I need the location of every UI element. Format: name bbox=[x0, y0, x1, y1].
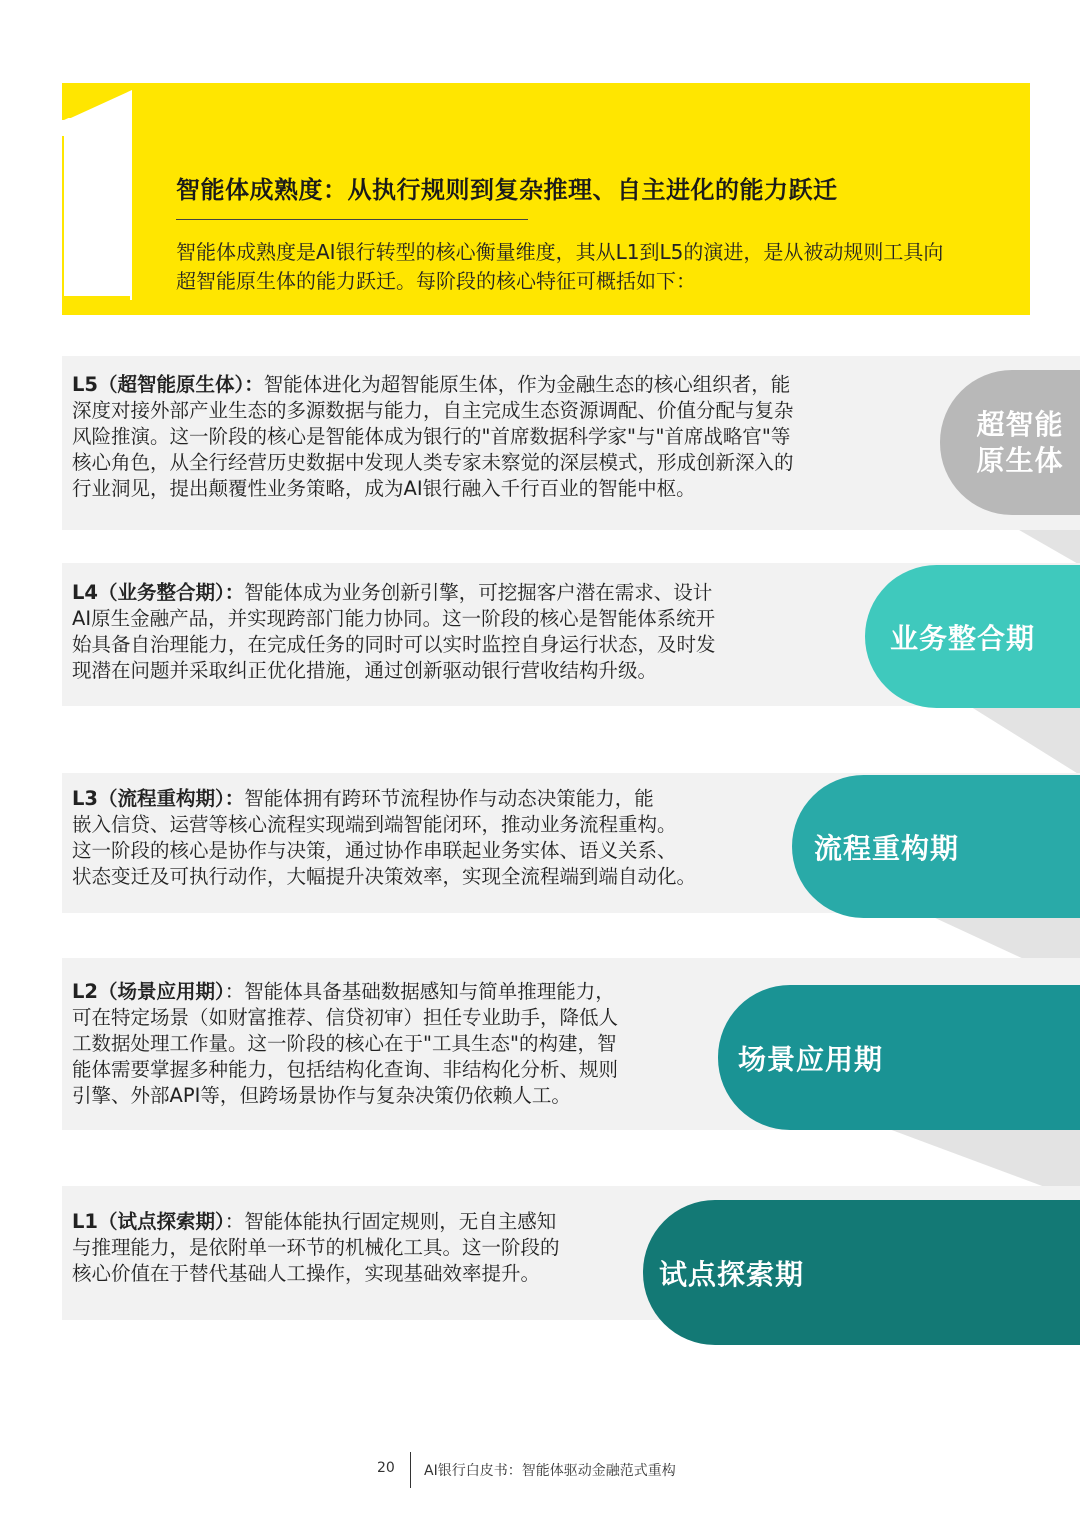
level-name: （业务整合期） bbox=[98, 581, 225, 604]
level-line: 始具备自治理能力，在完成任务的同时可以实时监控自身运行状态，及时发 bbox=[72, 633, 716, 656]
level-description-l5 bbox=[72, 372, 932, 502]
level-line: AI原生金融产品，并实现跨部门能力协同。这一阶段的核心是智能体系统开 bbox=[72, 607, 716, 630]
level-line: 引擎、外部API等，但跨场景协作与复杂决策仍依赖人工。 bbox=[72, 1084, 571, 1107]
badge-label: 试点探索期 bbox=[659, 1257, 805, 1291]
level-name: （试点探索期） bbox=[98, 1210, 225, 1233]
level-separator: ： bbox=[244, 373, 264, 396]
level-line: 智能体成为业务创新引擎，可挖掘客户潜在需求、设计 bbox=[244, 581, 713, 604]
level-line: 能体需要掌握多种能力，包括结构化查询、非结构化分析、规则 bbox=[72, 1058, 619, 1081]
level-line: 行业洞见，提出颠覆性业务策略，成为AI银行融入千行百业的智能中枢。 bbox=[72, 477, 696, 500]
level-line: 智能体拥有跨环节流程协作与动态决策能力，能 bbox=[244, 787, 654, 810]
level-badge-l1 bbox=[643, 1200, 1080, 1345]
level-code: L2 bbox=[72, 980, 98, 1003]
section-title: 智能体成熟度：从执行规则到复杂推理、自主进化的能力跃迁 bbox=[176, 176, 838, 204]
page-footer bbox=[0, 1452, 1080, 1488]
level-description-l1 bbox=[72, 1209, 637, 1287]
level-badge-l3 bbox=[792, 775, 1080, 918]
intro-line: 智能体成熟度是AI银行转型的核心衡量维度，其从L1到L5的演进，是从被动规则工具向 bbox=[176, 240, 944, 264]
level-line: 核心角色，从全行经营历史数据中发现人类专家未察觉的深层模式，形成创新深入的 bbox=[72, 451, 794, 474]
level-badge-l2 bbox=[718, 985, 1080, 1130]
level-code: L4 bbox=[72, 581, 98, 604]
level-badge-l4 bbox=[865, 565, 1080, 708]
badge-label: 流程重构期 bbox=[814, 831, 960, 865]
level-name: （流程重构期） bbox=[98, 787, 225, 810]
badge-label: 业务整合期 bbox=[890, 621, 1036, 655]
level-name: （超智能原生体） bbox=[98, 373, 245, 396]
badge-label: 场景应用期 bbox=[738, 1042, 884, 1076]
level-line: 智能体能执行固定规则，无自主感知 bbox=[244, 1210, 557, 1233]
level-separator: ： bbox=[224, 581, 245, 604]
level-line: 风险推演。这一阶段的核心是智能体成为银行的"首席数据科学家"与"首席战略官"等 bbox=[72, 425, 791, 448]
badge-label: 原生体 bbox=[976, 443, 1064, 477]
page-number: 20 bbox=[377, 1460, 395, 1476]
level-line: 核心价值在于替代基础人工操作，实现基础效率提升。 bbox=[72, 1262, 541, 1285]
level-separator: ： bbox=[224, 980, 245, 1003]
document-title: AI银行白皮书：智能体驱动金融范式重构 bbox=[424, 1463, 676, 1479]
level-line: 工数据处理工作量。这一阶段的核心在于"工具生态"的构建，智 bbox=[72, 1032, 617, 1055]
level-line: 这一阶段的核心是协作与决策，通过协作串联起业务实体、语义关系、 bbox=[72, 839, 677, 862]
level-code: L3 bbox=[72, 787, 98, 810]
level-line: 与推理能力，是依附单一环节的机械化工具。这一阶段的 bbox=[72, 1236, 560, 1259]
level-code: L5 bbox=[72, 373, 98, 396]
level-line: 嵌入信贷、运营等核心流程实现端到端智能闭环，推动业务流程重构。 bbox=[72, 813, 677, 836]
badge-label: 超智能 bbox=[976, 407, 1064, 441]
level-name: （场景应用期） bbox=[98, 980, 225, 1003]
level-line: 状态变迁及可执行动作，大幅提升决策效率，实现全流程端到端自动化。 bbox=[72, 865, 697, 888]
level-separator: ： bbox=[224, 1210, 245, 1233]
level-badge-l5 bbox=[940, 370, 1080, 515]
level-line: 可在特定场景（如财富推荐、信贷初审）担任专业助手，降低人 bbox=[72, 1006, 619, 1029]
footer-divider bbox=[410, 1452, 411, 1488]
level-code: L1 bbox=[72, 1210, 98, 1233]
level-separator: ： bbox=[224, 787, 245, 810]
level-line: 现潜在问题并采取纠正优化措施，通过创新驱动银行营收结构升级。 bbox=[72, 659, 658, 682]
level-description-l2 bbox=[72, 979, 712, 1109]
level-description-l3 bbox=[72, 786, 787, 890]
intro-line: 超智能原生体的能力跃迁。每阶段的核心特征可概括如下： bbox=[176, 269, 696, 293]
level-line: 深度对接外部产业生态的多源数据与能力，自主完成生态资源调配、价值分配与复杂 bbox=[72, 399, 794, 422]
level-line: 智能体进化为超智能原生体，作为金融生态的核心组织者，能 bbox=[263, 373, 791, 396]
level-description-l4 bbox=[72, 580, 852, 684]
level-line: 智能体具备基础数据感知与简单推理能力， bbox=[244, 980, 615, 1003]
